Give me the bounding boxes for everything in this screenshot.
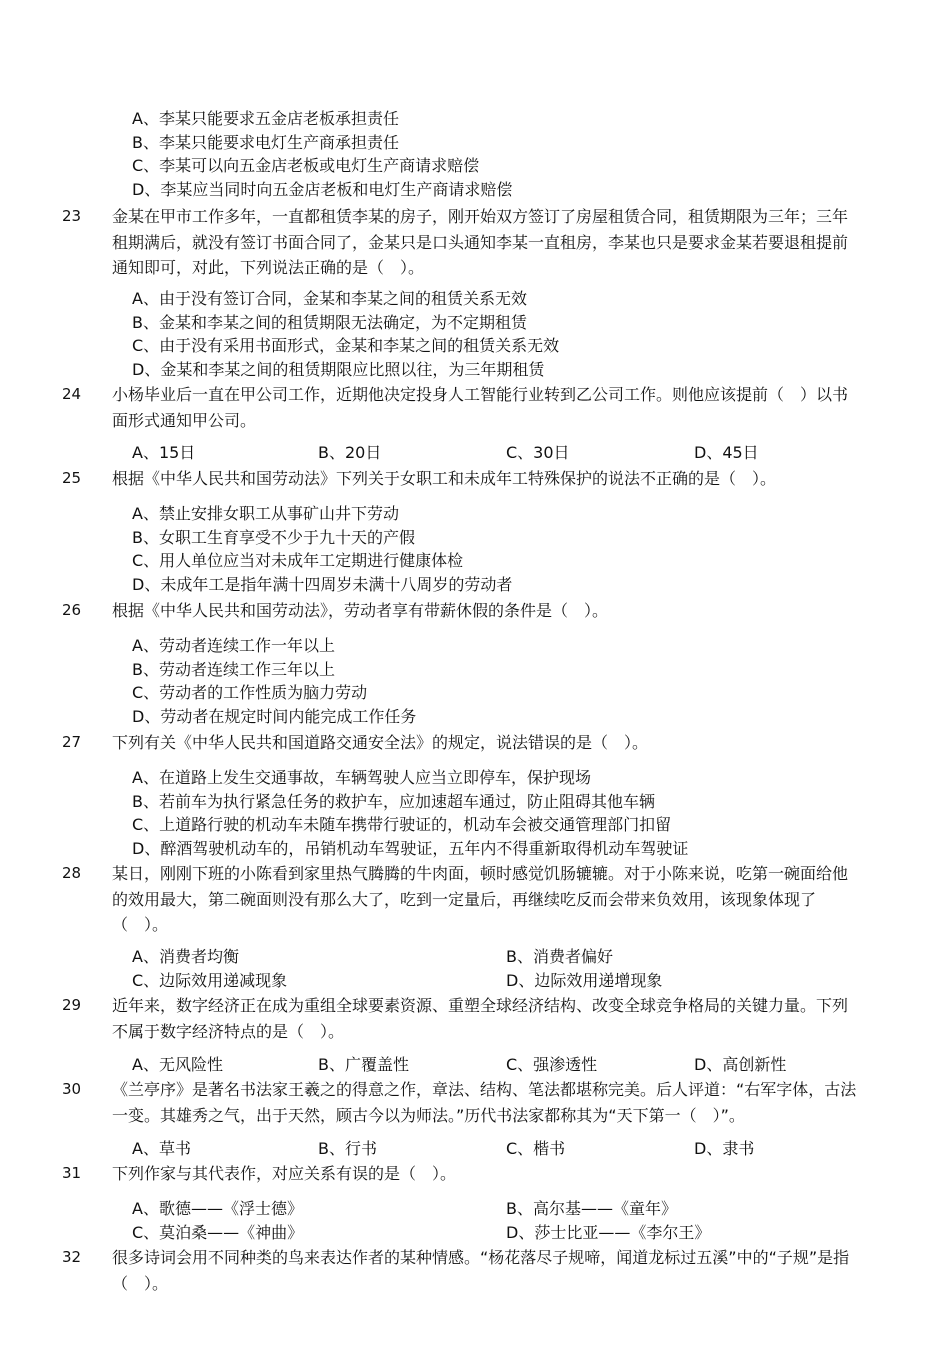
option-d: D、高创新性 xyxy=(694,1055,787,1074)
option-c: C、由于没有采用书面形式，金某和李某之间的租赁关系无效 xyxy=(132,336,560,355)
option-c: C、用人单位应当对未成年工定期进行健康体检 xyxy=(132,551,464,570)
prev-question-options xyxy=(132,107,892,201)
question-27-options xyxy=(132,766,892,860)
option-a: A、歌德——《浮士德》 xyxy=(132,1199,303,1218)
option-a: A、禁止安排女职工从事矿山井下劳动 xyxy=(132,504,399,523)
option-d: D、莎士比亚——《李尔王》 xyxy=(506,1223,711,1242)
option-c: C、上道路行驶的机动车未随车携带行驶证的，机动车会被交通管理部门扣留 xyxy=(132,815,672,834)
question-23-options xyxy=(132,287,892,381)
question-text: 金某在甲市工作多年，一直都租赁李某的房子，刚开始双方签订了房屋租赁合同，租赁期限为三年；三年租期满后，就没有签订书面合同了，金某只是口头通知李某一直租房，李某也只是要求金某若要退租提前通知即可，对此，下列说法正确的是（ ）。 xyxy=(112,207,849,277)
option-d: D、隶书 xyxy=(694,1139,755,1158)
question-number: 23 xyxy=(62,207,82,225)
option-d: D、金某和李某之间的租赁期限应比照以往，为三年期租赁 xyxy=(132,359,545,379)
question-text: 根据《中华人民共和国劳动法》下列关于女职工和未成年工特殊保护的说法不正确的是（ ）。 xyxy=(112,469,777,488)
option-b: B、20日 xyxy=(318,443,382,462)
option-b: B、金某和李某之间的租赁期限无法确定，为不定期租赁 xyxy=(132,312,527,332)
option-d: D、边际效用递增现象 xyxy=(506,971,663,990)
option-b: B、女职工生育享受不少于九十天的产假 xyxy=(132,527,415,547)
option-a: A、无风险性 xyxy=(132,1055,223,1074)
option-d: D、劳动者在规定时间内能完成工作任务 xyxy=(132,706,417,726)
question-number: 24 xyxy=(62,385,82,403)
question-26-options xyxy=(132,634,892,728)
question-29-options xyxy=(132,1053,892,1077)
question-25-options xyxy=(132,502,892,596)
option-a: A、劳动者连续工作一年以上 xyxy=(132,636,335,655)
option-a: A、在道路上发生交通事故，车辆驾驶人应当立即停车，保护现场 xyxy=(132,768,591,787)
option-a: A、消费者均衡 xyxy=(132,947,239,966)
question-text: 根据《中华人民共和国劳动法》，劳动者享有带薪休假的条件是（ ）。 xyxy=(112,601,609,620)
question-number: 26 xyxy=(62,601,82,619)
option-b: B、消费者偏好 xyxy=(506,947,613,966)
option-a: A、由于没有签订合同，金某和李某之间的租赁关系无效 xyxy=(132,289,527,308)
option-c: C、强渗透性 xyxy=(506,1055,598,1074)
question-text: 某日，刚刚下班的小陈看到家里热气腾腾的牛肉面，顿时感觉饥肠辘辘。对于小陈来说，吃第一碗面给他的效用最大，第二碗面则没有那么大了，吃到一定量后，再继续吃反而会带来负效用，该现象体现了（ ）。 xyxy=(112,864,849,934)
option-c: C、莫泊桑——《神曲》 xyxy=(132,1223,304,1242)
option-b: B、行书 xyxy=(318,1139,377,1158)
option-a: A、草书 xyxy=(132,1139,191,1158)
option-b: B、劳动者连续工作三年以上 xyxy=(132,659,335,679)
option-a: A、李某只能要求五金店老板承担责任 xyxy=(132,109,399,128)
option-d: D、醉酒驾驶机动车的，吊销机动车驾驶证，五年内不得重新取得机动车驾驶证 xyxy=(132,838,689,858)
option-d: D、45日 xyxy=(694,443,759,462)
question-number: 28 xyxy=(62,864,82,882)
question-text: 小杨毕业后一直在甲公司工作，近期他决定投身人工智能行业转到乙公司工作。则他应该提前（ ）以书面形式通知甲公司。 xyxy=(112,385,849,430)
option-c: C、边际效用递减现象 xyxy=(132,971,288,990)
question-text: 很多诗词会用不同种类的鸟来表达作者的某种情感。“杨花落尽子规啼，闻道龙标过五溪”中的“子规”是指（ ）。 xyxy=(112,1248,850,1293)
question-number: 30 xyxy=(62,1080,82,1098)
question-number: 25 xyxy=(62,469,82,487)
question-number: 27 xyxy=(62,733,82,751)
option-b: B、若前车为执行紧急任务的救护车，应加速超车通过，防止阻碍其他车辆 xyxy=(132,791,655,811)
option-c: C、李某可以向五金店老板或电灯生产商请求赔偿 xyxy=(132,156,480,175)
question-text: 下列有关《中华人民共和国道路交通安全法》的规定，说法错误的是（ ）。 xyxy=(112,733,649,752)
option-c: C、楷书 xyxy=(506,1139,566,1158)
question-number: 31 xyxy=(62,1164,82,1182)
option-b: B、高尔基——《童年》 xyxy=(506,1199,677,1218)
question-28-options xyxy=(132,945,892,993)
question-text: 下列作家与其代表作，对应关系有误的是（ ）。 xyxy=(112,1164,457,1183)
question-31-options xyxy=(132,1197,892,1245)
question-text: 《兰亭序》是著名书法家王羲之的得意之作，章法、结构、笔法都堪称完美。后人评道：“右军字体，古法一变。其雄秀之气，出于天然，顾古今以为师法。”历代书法家都称其为“天下第一（ ）”。 xyxy=(112,1080,857,1125)
option-b: B、李某只能要求电灯生产商承担责任 xyxy=(132,132,399,152)
question-number: 32 xyxy=(62,1248,82,1266)
option-c: C、劳动者的工作性质为脑力劳动 xyxy=(132,683,368,702)
question-text: 近年来，数字经济正在成为重组全球要素资源、重塑全球经济结构、改变全球竞争格局的关键力量。下列不属于数字经济特点的是（ ）。 xyxy=(112,996,849,1041)
option-c: C、30日 xyxy=(506,443,570,462)
question-30-options xyxy=(132,1137,892,1161)
question-24-options xyxy=(132,441,892,465)
option-b: B、广覆盖性 xyxy=(318,1055,409,1074)
option-d: D、未成年工是指年满十四周岁未满十八周岁的劳动者 xyxy=(132,574,513,594)
option-d: D、李某应当同时向五金店老板和电灯生产商请求赔偿 xyxy=(132,179,513,199)
question-number: 29 xyxy=(62,996,82,1014)
option-a: A、15日 xyxy=(132,443,196,462)
